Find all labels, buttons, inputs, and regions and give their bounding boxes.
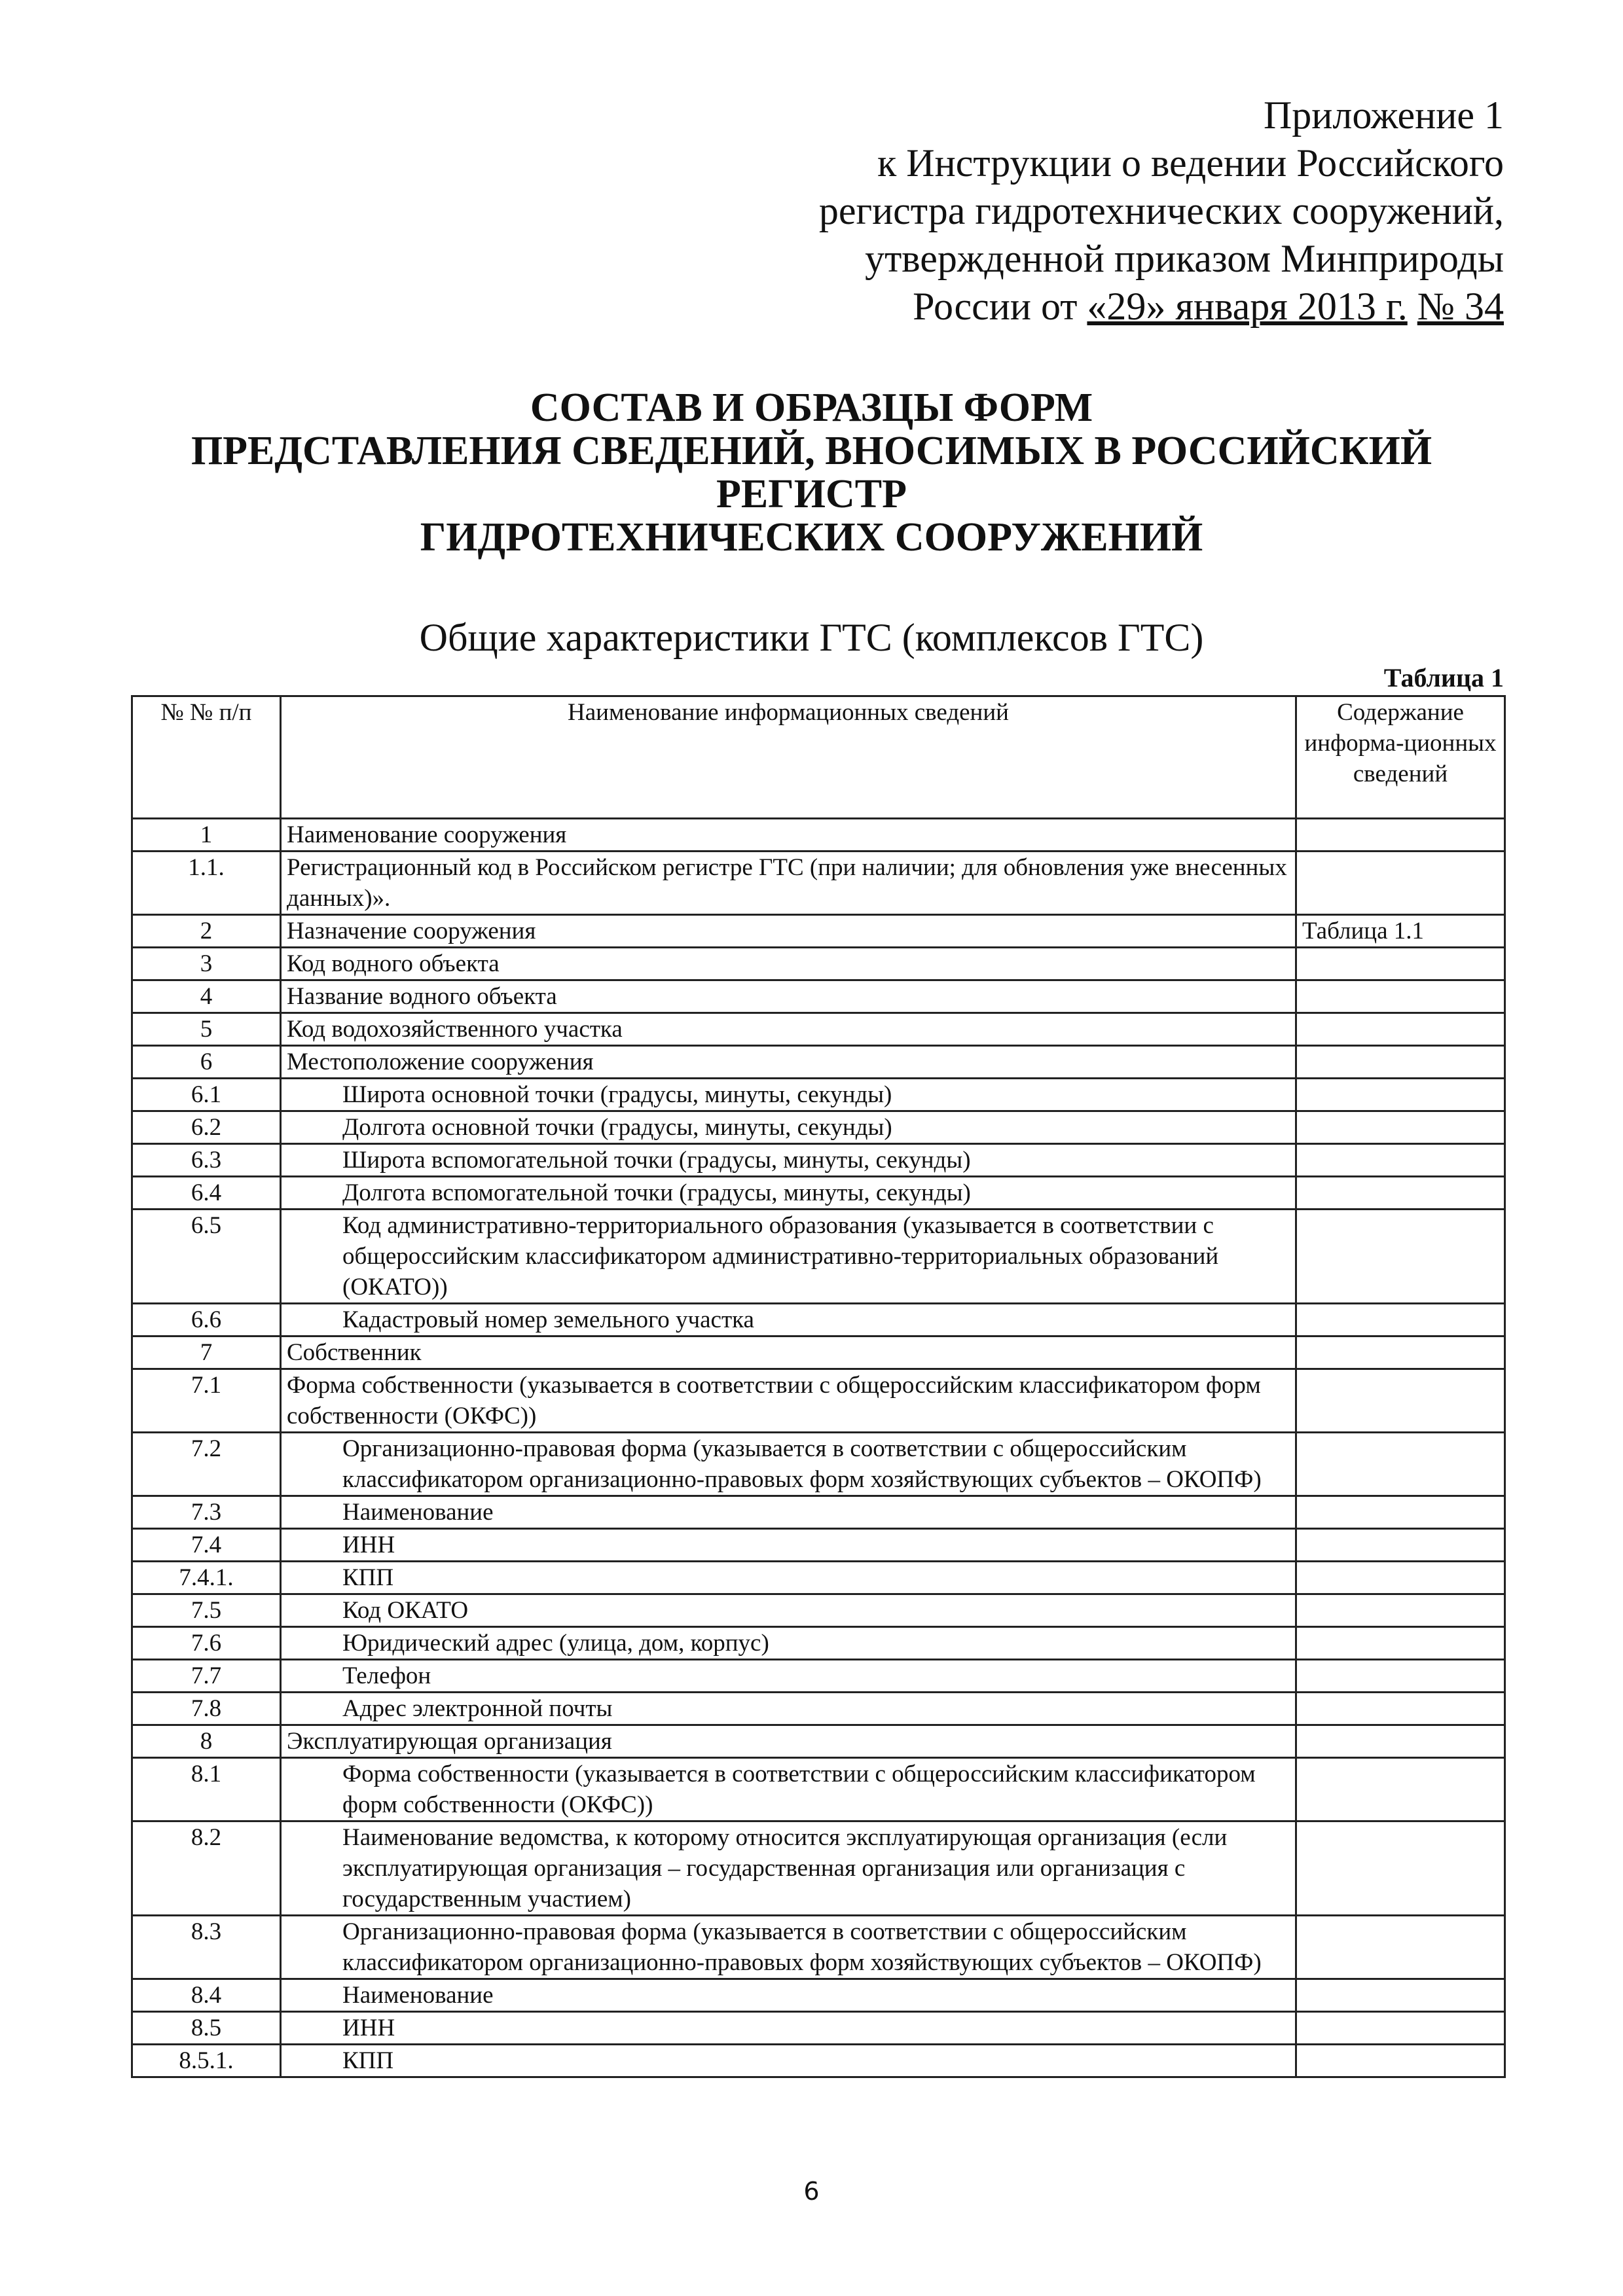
appendix-order-number: № 34 bbox=[1417, 285, 1504, 328]
row-number: 8.3 bbox=[132, 1916, 281, 1979]
row-content bbox=[1296, 852, 1505, 915]
table-row bbox=[132, 852, 1505, 915]
row-number: 7.4.1. bbox=[132, 1562, 281, 1594]
row-name: Регистрационный код в Российском регистре ГТС (при наличии; для обновления уже внесенных данных)». bbox=[281, 852, 1296, 915]
row-number: 7.2 bbox=[132, 1433, 281, 1496]
table-row bbox=[132, 2045, 1505, 2077]
row-content bbox=[1296, 1916, 1505, 1979]
row-content bbox=[1296, 1979, 1505, 2012]
document-subtitle: Общие характеристики ГТС (комплексов ГТС) bbox=[419, 616, 1204, 659]
table-body bbox=[132, 819, 1505, 2077]
row-name: Наименование bbox=[281, 1496, 1296, 1529]
table-row bbox=[132, 980, 1505, 1013]
row-content bbox=[1296, 1693, 1505, 1725]
row-content bbox=[1296, 1594, 1505, 1627]
row-name: Собственник bbox=[281, 1336, 1296, 1369]
table-row bbox=[132, 1304, 1505, 1336]
row-number: 6.1 bbox=[132, 1079, 281, 1111]
appendix-line-3: регистра гидротехнических сооружений, bbox=[818, 189, 1504, 232]
row-name: Кадастровый номер земельного участка bbox=[281, 1304, 1296, 1336]
row-number: 5 bbox=[132, 1013, 281, 1046]
appendix-line-1: Приложение 1 bbox=[1263, 94, 1504, 137]
row-name: Код водного объекта bbox=[281, 948, 1296, 980]
row-number: 1.1. bbox=[132, 852, 281, 915]
table-row bbox=[132, 2012, 1505, 2045]
row-content bbox=[1296, 1304, 1505, 1336]
row-number: 7.3 bbox=[132, 1496, 281, 1529]
appendix-order-date: «29» января 2013 г. bbox=[1087, 285, 1408, 328]
table-row bbox=[132, 1111, 1505, 1144]
table-row bbox=[132, 1758, 1505, 1821]
title-line-3: РЕГИСТР bbox=[716, 472, 907, 516]
table-row bbox=[132, 819, 1505, 852]
table-row bbox=[132, 1496, 1505, 1529]
title-line-4: ГИДРОТЕХНИЧЕСКИХ СООРУЖЕНИЙ bbox=[420, 515, 1203, 560]
appendix-line-2: к Инструкции о ведении Российского bbox=[877, 141, 1504, 185]
table-row bbox=[132, 1725, 1505, 1758]
table-row bbox=[132, 1336, 1505, 1369]
row-name: Код ОКАТО bbox=[281, 1594, 1296, 1627]
row-number: 1 bbox=[132, 819, 281, 852]
row-number: 8.5 bbox=[132, 2012, 281, 2045]
row-content bbox=[1296, 1627, 1505, 1660]
title-line-2: ПРЕДСТАВЛЕНИЯ СВЕДЕНИЙ, ВНОСИМЫХ В РОССИЙСКИЙ bbox=[191, 429, 1432, 473]
appendix-line-5 bbox=[653, 283, 1504, 331]
table-header-row bbox=[132, 696, 1505, 819]
table-row bbox=[132, 1013, 1505, 1046]
row-number: 6.5 bbox=[132, 1210, 281, 1304]
table-row bbox=[132, 1529, 1505, 1562]
row-name: Телефон bbox=[281, 1660, 1296, 1693]
row-content bbox=[1296, 1433, 1505, 1496]
row-content bbox=[1296, 1369, 1505, 1433]
page-number: 6 bbox=[803, 2177, 820, 2206]
characteristics-table bbox=[131, 695, 1506, 2078]
table-row bbox=[132, 1916, 1505, 1979]
row-number: 7.8 bbox=[132, 1693, 281, 1725]
table-row bbox=[132, 1144, 1505, 1177]
table-row bbox=[132, 1210, 1505, 1304]
row-name: Организационно-правовая форма (указывается в соответствии с общероссийским классификатором организационно-правовых форм хозяйствующих субъектов – ОКОПФ) bbox=[281, 1433, 1296, 1496]
row-name: Адрес электронной почты bbox=[281, 1693, 1296, 1725]
row-number: 2 bbox=[132, 915, 281, 948]
row-name: Код административно-территориального образования (указывается в соответствии с общероссийским классификатором административно-территориальных образований (ОКАТО)) bbox=[281, 1210, 1296, 1304]
table-row bbox=[132, 1369, 1505, 1433]
row-content bbox=[1296, 1821, 1505, 1916]
appendix-header bbox=[653, 92, 1504, 331]
row-name: Код водохозяйственного участка bbox=[281, 1013, 1296, 1046]
row-number: 7 bbox=[132, 1336, 281, 1369]
row-content bbox=[1296, 948, 1505, 980]
table-row bbox=[132, 1079, 1505, 1111]
row-name: Форма собственности (указывается в соответствии с общероссийским классификатором форм собственности (ОКФС)) bbox=[281, 1758, 1296, 1821]
row-name: Долгота основной точки (градусы, минуты, секунды) bbox=[281, 1111, 1296, 1144]
header-name: Наименование информационных сведений bbox=[281, 696, 1296, 819]
row-number: 7.6 bbox=[132, 1627, 281, 1660]
row-number: 3 bbox=[132, 948, 281, 980]
table-row bbox=[132, 1821, 1505, 1916]
row-number: 7.7 bbox=[132, 1660, 281, 1693]
row-name: Наименование bbox=[281, 1979, 1296, 2012]
row-number: 7.5 bbox=[132, 1594, 281, 1627]
row-name: Наименование ведомства, к которому относится эксплуатирующая организация (если эксплуатирующая организация – государственная организация или организация с государственным участием) bbox=[281, 1821, 1296, 1916]
row-content bbox=[1296, 2012, 1505, 2045]
row-name: ИНН bbox=[281, 1529, 1296, 1562]
row-content bbox=[1296, 1046, 1505, 1079]
table-row bbox=[132, 1979, 1505, 2012]
row-content bbox=[1296, 1013, 1505, 1046]
row-content bbox=[1296, 1758, 1505, 1821]
table-row bbox=[132, 1594, 1505, 1627]
table-row bbox=[132, 1693, 1505, 1725]
row-number: 7.4 bbox=[132, 1529, 281, 1562]
row-number: 6.4 bbox=[132, 1177, 281, 1210]
table-row bbox=[132, 1177, 1505, 1210]
row-number: 6 bbox=[132, 1046, 281, 1079]
row-name: Широта вспомогательной точки (градусы, минуты, секунды) bbox=[281, 1144, 1296, 1177]
row-number: 6.3 bbox=[132, 1144, 281, 1177]
table-row bbox=[132, 948, 1505, 980]
row-name: КПП bbox=[281, 1562, 1296, 1594]
row-name: Назначение сооружения bbox=[281, 915, 1296, 948]
row-content bbox=[1296, 1111, 1505, 1144]
table-row bbox=[132, 1660, 1505, 1693]
row-number: 6.2 bbox=[132, 1111, 281, 1144]
row-name: Долгота вспомогательной точки (градусы, минуты, секунды) bbox=[281, 1177, 1296, 1210]
title-line-1: СОСТАВ И ОБРАЗЦЫ ФОРМ bbox=[530, 386, 1093, 430]
row-content bbox=[1296, 819, 1505, 852]
row-content bbox=[1296, 1529, 1505, 1562]
row-name: Форма собственности (указывается в соответствии с общероссийским классификатором форм собственности (ОКФС)) bbox=[281, 1369, 1296, 1433]
row-number: 7.1 bbox=[132, 1369, 281, 1433]
row-content bbox=[1296, 1562, 1505, 1594]
row-content bbox=[1296, 1336, 1505, 1369]
appendix-line-4: утвержденной приказом Минприроды bbox=[865, 237, 1504, 280]
header-num: № № п/п bbox=[132, 696, 281, 819]
row-name: КПП bbox=[281, 2045, 1296, 2077]
row-number: 4 bbox=[132, 980, 281, 1013]
table-label: Таблица 1 bbox=[1383, 663, 1504, 692]
table-row bbox=[132, 1562, 1505, 1594]
table-row bbox=[132, 1627, 1505, 1660]
row-name: Местоположение сооружения bbox=[281, 1046, 1296, 1079]
row-content bbox=[1296, 1177, 1505, 1210]
row-content bbox=[1296, 1496, 1505, 1529]
row-content bbox=[1296, 1144, 1505, 1177]
row-name: Название водного объекта bbox=[281, 980, 1296, 1013]
table-row bbox=[132, 1433, 1505, 1496]
row-number: 8.1 bbox=[132, 1758, 281, 1821]
row-number: 8.5.1. bbox=[132, 2045, 281, 2077]
row-content bbox=[1296, 1725, 1505, 1758]
table-row bbox=[132, 915, 1505, 948]
row-name: Организационно-правовая форма (указывается в соответствии с общероссийским классификатором организационно-правовых форм хозяйствующих субъектов – ОКОПФ) bbox=[281, 1916, 1296, 1979]
row-number: 6.6 bbox=[132, 1304, 281, 1336]
row-content bbox=[1296, 1210, 1505, 1304]
row-content bbox=[1296, 1660, 1505, 1693]
appendix-line-5-sep bbox=[1408, 285, 1417, 328]
row-name: Эксплуатирующая организация bbox=[281, 1725, 1296, 1758]
table-row bbox=[132, 1046, 1505, 1079]
appendix-line-5-prefix: России от bbox=[913, 285, 1087, 328]
header-content: Содержание информа-ционных сведений bbox=[1296, 696, 1505, 819]
row-content bbox=[1296, 2045, 1505, 2077]
document-title bbox=[0, 386, 1623, 559]
row-name: Юридический адрес (улица, дом, корпус) bbox=[281, 1627, 1296, 1660]
row-content bbox=[1296, 1079, 1505, 1111]
row-name: ИНН bbox=[281, 2012, 1296, 2045]
row-number: 8.2 bbox=[132, 1821, 281, 1916]
row-content bbox=[1296, 980, 1505, 1013]
row-name: Наименование сооружения bbox=[281, 819, 1296, 852]
row-number: 8 bbox=[132, 1725, 281, 1758]
row-number: 8.4 bbox=[132, 1979, 281, 2012]
row-name: Широта основной точки (градусы, минуты, секунды) bbox=[281, 1079, 1296, 1111]
row-content: Таблица 1.1 bbox=[1296, 915, 1505, 948]
